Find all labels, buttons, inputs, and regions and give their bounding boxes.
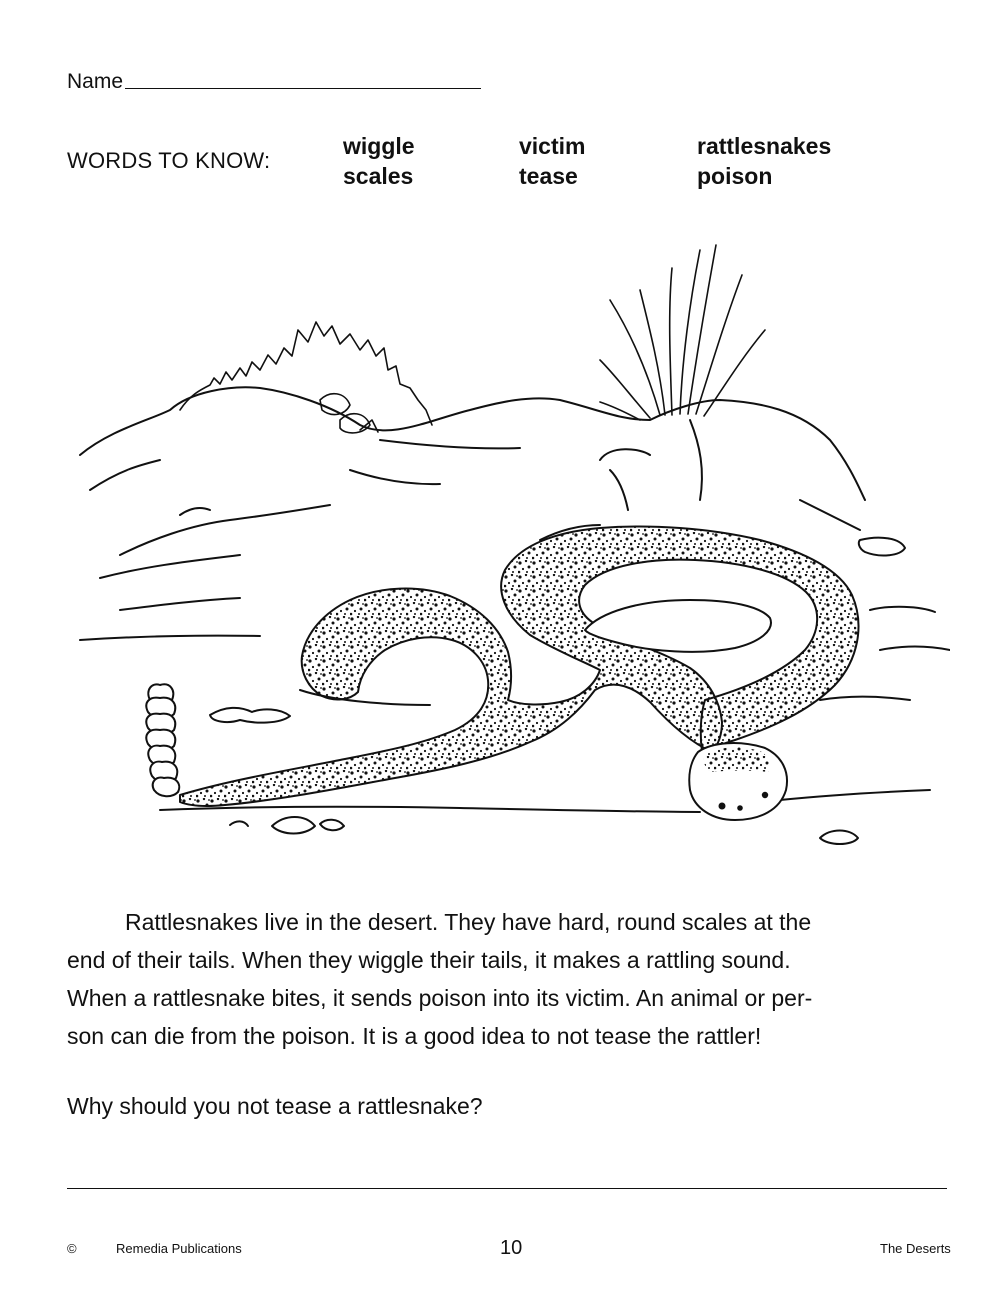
- passage-line: When a rattlesnake bites, it sends poison into its victim. An animal or per-: [67, 985, 813, 1011]
- passage-line: Rattlesnakes live in the desert. They have hard, round scales at the: [125, 909, 812, 935]
- snake-head: [689, 743, 787, 820]
- book-title: The Deserts: [880, 1241, 951, 1256]
- passage-line: end of their tails. When they wiggle their tails, it makes a rattling sound.: [67, 947, 791, 973]
- vocab-word: poison: [697, 163, 773, 189]
- vocab-word: rattlesnakes: [697, 133, 832, 159]
- copyright-symbol: ©: [67, 1241, 77, 1256]
- vocab-word: tease: [519, 163, 578, 189]
- words-to-know-label: WORDS TO KNOW:: [67, 148, 271, 173]
- agave-plant: [600, 245, 765, 420]
- name-field-line[interactable]: [125, 88, 481, 89]
- rattlesnake-illustration: [70, 230, 950, 880]
- reading-passage: [67, 903, 947, 1055]
- comprehension-question: Why should you not tease a rattlesnake?: [67, 1093, 483, 1119]
- passage-line: son can die from the poison. It is a good idea to not tease the rattler!: [67, 1023, 762, 1049]
- answer-line[interactable]: [67, 1188, 947, 1189]
- vocab-word: victim: [519, 133, 586, 159]
- name-row: [67, 70, 481, 94]
- name-label: Name: [67, 70, 124, 93]
- page-number: 10: [500, 1237, 523, 1259]
- desert-shrub: [180, 322, 432, 433]
- vocab-word: wiggle: [343, 133, 415, 159]
- vocab-word: scales: [343, 163, 414, 189]
- snake-rattle: [146, 684, 179, 796]
- publisher-name: Remedia Publications: [116, 1241, 242, 1256]
